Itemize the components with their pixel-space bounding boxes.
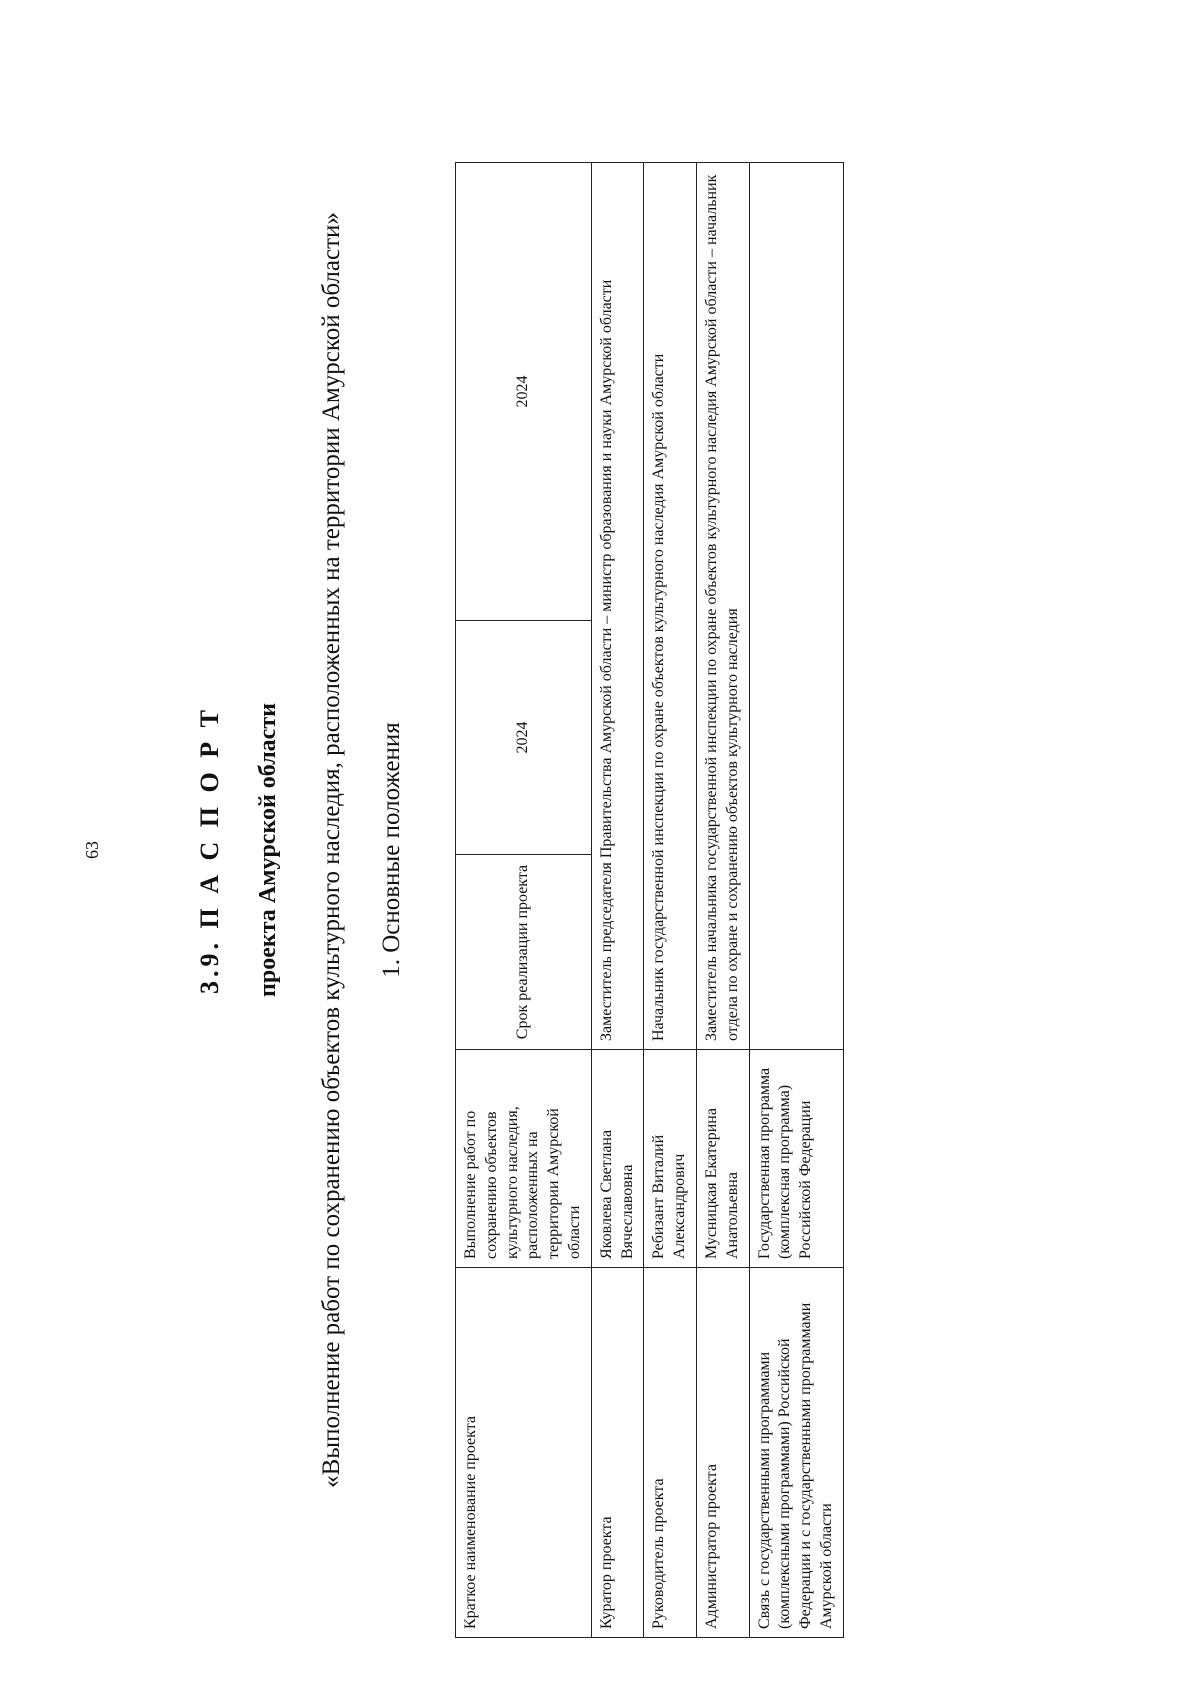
row-label: Связь с государственными программами (комплексными программами) Российской Федерации и с государственными программами Амурской области (749, 1268, 843, 1638)
row-value: Ребизант Виталий Александрович (644, 1050, 697, 1268)
document-subheading: проекта Амурской области (255, 703, 281, 997)
term-start: 2024 (456, 621, 592, 855)
row-position: Заместитель председателя Правительства Амурской области – министр образования и науки Амурской области (591, 163, 644, 1050)
section-title: 1. Основные положения (378, 722, 405, 978)
page-number: 63 (82, 841, 102, 859)
term-end: 2024 (456, 163, 592, 621)
row-value: Яковлева Светлана Вячеславовна (591, 1050, 644, 1268)
row-position: Начальник государственной инспекции по охране объектов культурного наследия Амурской области (644, 163, 697, 1050)
row-label: Администратор проекта (696, 1268, 749, 1638)
row-value: Государственная программа (комплексная программа) Российской Федерации (749, 1050, 843, 1268)
table-row (749, 163, 843, 1638)
table-row (591, 163, 644, 1638)
passport-table (455, 162, 844, 1638)
row-label: Краткое наименование проекта (456, 1268, 592, 1638)
term-label: Срок реализации проекта (456, 855, 592, 1050)
document-heading: 3.9. П А С П О Р Т (195, 706, 224, 994)
row-value: Выполнение работ по сохранению объектов культурного наследия, расположенных на территории Амурской области (456, 1050, 592, 1268)
row-position (749, 163, 843, 1050)
row-position: Заместитель начальника государственной инспекции по охране объектов культурного наследия Амурской области – начальник отдела по охране и сохранению объектов культурного наследия (696, 163, 749, 1050)
table-row (456, 163, 592, 1638)
row-label: Руководитель проекта (644, 1268, 697, 1638)
table-row (644, 163, 697, 1638)
project-name: «Выполнение работ по сохранению объектов культурного наследия, расположенных на территории Амурской области» (318, 212, 345, 1488)
row-label: Куратор проекта (591, 1268, 644, 1638)
row-value: Мусницкая Екатерина Анатольевна (696, 1050, 749, 1268)
table-row (696, 163, 749, 1638)
